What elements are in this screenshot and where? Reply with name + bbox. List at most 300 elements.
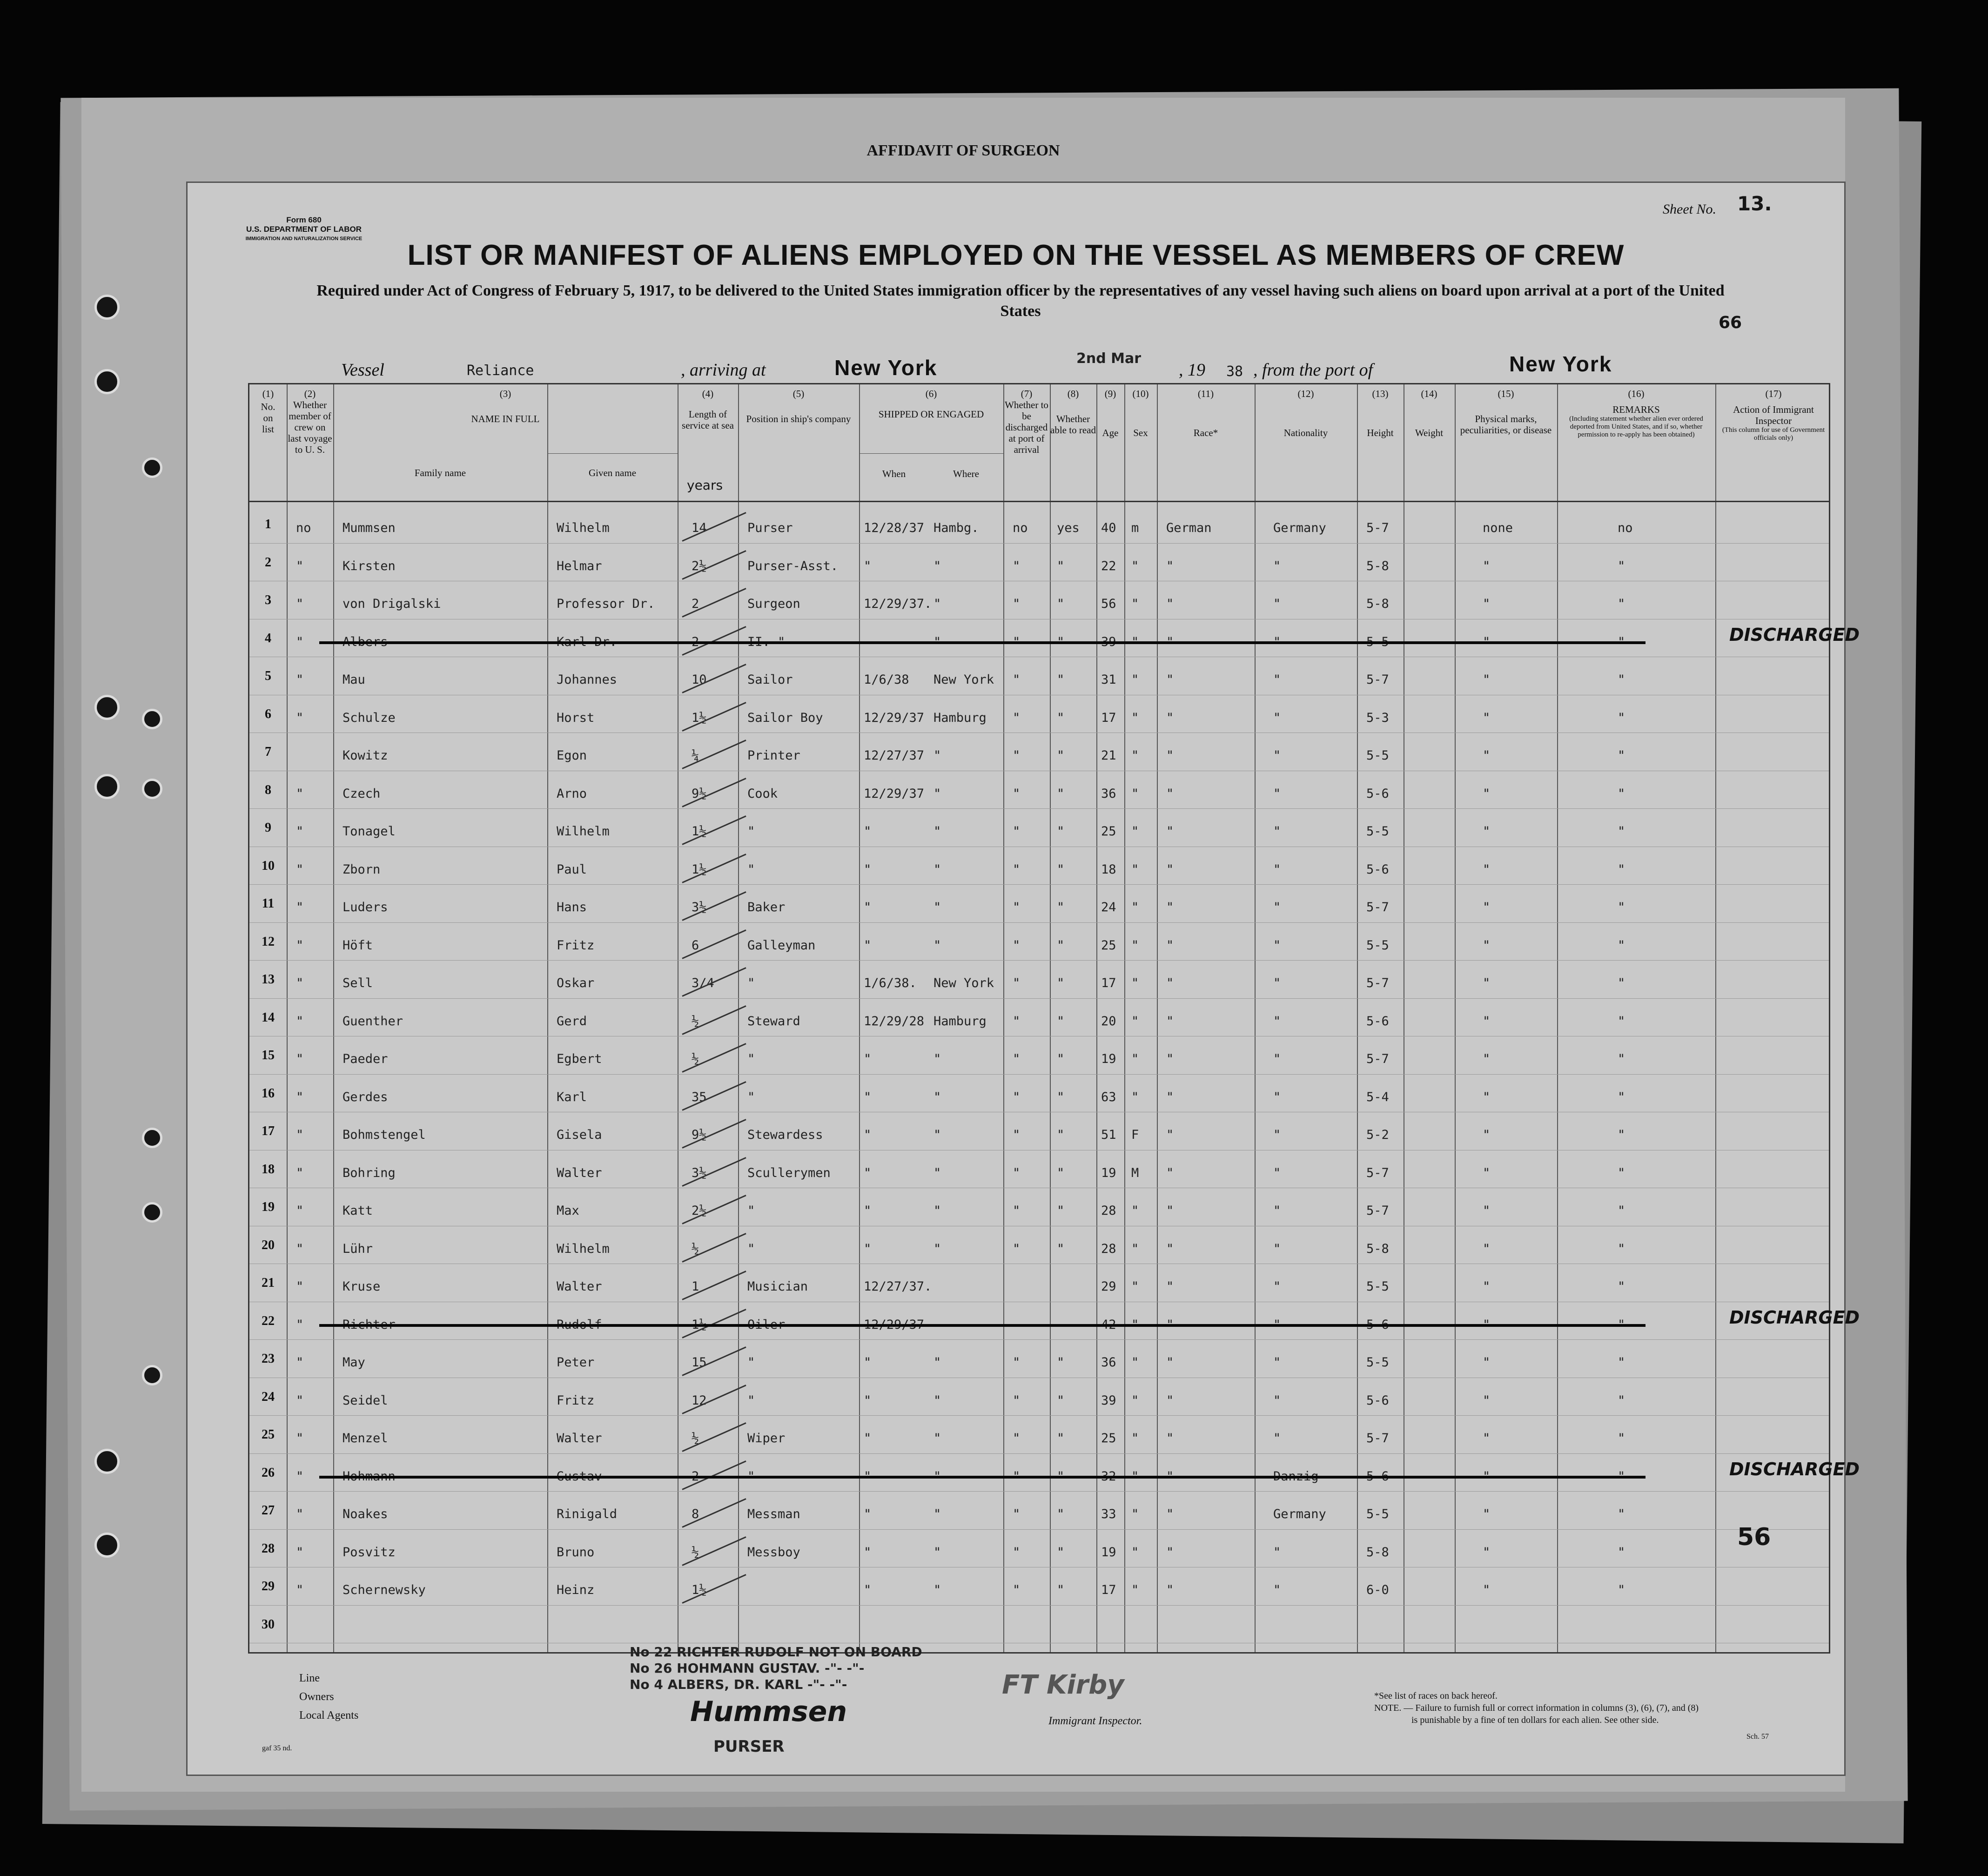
cell-family: Luders <box>343 900 388 914</box>
cell-position: Purser-Asst. <box>747 558 839 573</box>
cell-remarks: " <box>1618 938 1625 953</box>
cell-service: 6 <box>692 938 699 953</box>
cell-height: 5-5 <box>1366 1279 1389 1294</box>
punch-hole <box>94 774 120 799</box>
cell-age: 22 <box>1101 558 1116 573</box>
cell-race: " <box>1166 1052 1174 1066</box>
cell-when: 1/6/38 <box>864 672 909 687</box>
row-number: 18 <box>262 1162 275 1177</box>
cell-where: Hambg. <box>934 521 979 535</box>
cell-sex: " <box>1131 1393 1139 1408</box>
cell-marks: " <box>1483 1431 1491 1446</box>
cell-race: " <box>1166 938 1174 953</box>
cell-family: Menzel <box>343 1431 388 1446</box>
cell-height: 5-7 <box>1366 1052 1389 1066</box>
cell-prev: " <box>296 1393 304 1408</box>
cell-position: " <box>747 824 755 839</box>
cell-age: 36 <box>1101 1355 1116 1370</box>
cell-prev: no <box>296 521 311 535</box>
cell-service: ½ <box>692 1052 699 1066</box>
cell-read: " <box>1057 1089 1065 1104</box>
cell-read: " <box>1057 748 1065 763</box>
cell-discharged: " <box>1013 786 1021 801</box>
cell-sex: " <box>1131 900 1139 914</box>
row-number: 14 <box>262 1010 275 1025</box>
cell-height: 5-5 <box>1366 1507 1389 1521</box>
cell-prev: " <box>296 1583 304 1597</box>
cell-given: Egon <box>557 748 587 763</box>
cell-given: Wilhelm <box>557 824 610 839</box>
cell-service: 12 <box>692 1393 707 1408</box>
cell-remarks: " <box>1618 1279 1625 1294</box>
cell-marks: " <box>1483 597 1491 611</box>
cell-race: " <box>1166 1507 1174 1521</box>
cell-family: Kirsten <box>343 558 396 573</box>
purser-signature: Hummsen <box>690 1695 847 1728</box>
cell-read: " <box>1057 1204 1065 1218</box>
cell-read: " <box>1057 710 1065 725</box>
cell-sex: M <box>1131 1165 1139 1180</box>
cell-discharged: " <box>1013 1355 1021 1370</box>
strike-through-line <box>319 1476 1645 1479</box>
cell-family: Höft <box>343 938 373 953</box>
cell-height: 5-8 <box>1366 597 1389 611</box>
table-row-rule <box>249 808 1829 809</box>
note-line-2: No 26 HOHMANN GUSTAV. -"- -"- <box>630 1661 865 1676</box>
cell-age: 36 <box>1101 786 1116 801</box>
cell-height: 5-6 <box>1366 1393 1389 1408</box>
col3-header: (3) NAME IN FULL <box>471 388 540 424</box>
col17-header: (17) Action of Immigrant Inspector (This column for use of Government officials only) <box>1722 388 1825 442</box>
cell-prev: " <box>296 634 304 649</box>
cell-prev: " <box>296 938 304 953</box>
cell-marks: " <box>1483 1052 1491 1066</box>
cell-height: 5-8 <box>1366 558 1389 573</box>
cell-service: 2 <box>692 597 699 611</box>
cell-where: " <box>934 862 941 877</box>
cell-family: Guenther <box>343 1014 403 1029</box>
row-number: 22 <box>262 1313 275 1328</box>
cell-nationality: Germany <box>1273 1507 1326 1521</box>
cell-service: 1½ <box>692 1583 707 1597</box>
cell-when: " <box>864 1545 872 1560</box>
cell-family: Zborn <box>343 862 381 877</box>
row-number: 26 <box>262 1465 275 1480</box>
cell-nationality: " <box>1273 710 1281 725</box>
cell-family: Mau <box>343 672 365 687</box>
cell-marks: " <box>1483 1545 1491 1560</box>
races-note: *See list of races on back hereof. <box>1374 1691 1498 1701</box>
cell-given: Karl <box>557 1089 587 1104</box>
cell-read: " <box>1057 1507 1065 1521</box>
cell-where: " <box>934 1128 941 1142</box>
cell-prev: " <box>296 1052 304 1066</box>
cell-read: " <box>1057 597 1065 611</box>
cell-prev: " <box>296 672 304 687</box>
cell-remarks: " <box>1618 1241 1625 1256</box>
cell-marks: " <box>1483 710 1491 725</box>
cell-discharged: " <box>1013 1545 1021 1560</box>
cell-remarks: no <box>1618 521 1633 535</box>
cell-when: " <box>864 900 872 914</box>
punch-hole <box>94 695 120 720</box>
cell-discharged: " <box>1013 900 1021 914</box>
cell-prev: " <box>296 1279 304 1294</box>
cell-given: Arno <box>557 786 587 801</box>
cell-family: Lühr <box>343 1241 373 1256</box>
row-number: 27 <box>262 1503 275 1518</box>
cell-family: Paeder <box>343 1052 388 1066</box>
cell-marks: " <box>1483 1165 1491 1180</box>
cell-race: " <box>1166 1089 1174 1104</box>
cell-sex: " <box>1131 786 1139 801</box>
cell-service: 8 <box>692 1507 699 1521</box>
cell-height: 5-3 <box>1366 710 1389 725</box>
cell-prev: " <box>296 1317 304 1332</box>
cell-nationality: " <box>1273 976 1281 990</box>
cell-race: " <box>1166 1393 1174 1408</box>
cell-nationality: " <box>1273 748 1281 763</box>
cell-remarks: " <box>1618 976 1625 990</box>
cell-discharged: " <box>1013 1052 1021 1066</box>
stamp-number: 66 <box>1719 313 1742 332</box>
table-row-rule <box>249 960 1829 961</box>
cell-nationality: " <box>1273 1393 1281 1408</box>
cell-given: Professor Dr. <box>557 597 655 611</box>
row-number: 15 <box>262 1048 275 1062</box>
cell-read: " <box>1057 1014 1065 1029</box>
discharged-note: DISCHARGED <box>1729 1307 1860 1328</box>
cell-family: Bohring <box>343 1165 396 1180</box>
sheet-no-label: Sheet No. <box>1663 202 1716 217</box>
cell-nationality: " <box>1273 1279 1281 1294</box>
col3b-header: Given name <box>588 467 637 478</box>
cell-family: Noakes <box>343 1507 388 1521</box>
cell-marks: " <box>1483 1393 1491 1408</box>
cell-service: 15 <box>692 1355 707 1370</box>
cell-when: 12/28/37 <box>864 521 925 535</box>
cell-service: 2½ <box>692 558 707 573</box>
cell-family: Posvitz <box>343 1545 396 1560</box>
cell-family: Bohmstengel <box>343 1128 426 1142</box>
table-row-rule <box>249 543 1829 544</box>
immigrant-inspector-label: Immigrant Inspector. <box>1048 1715 1142 1727</box>
col12-header: (12) Nationality <box>1283 388 1328 438</box>
cell-nationality: " <box>1273 1014 1281 1029</box>
year-prefix: , 19 <box>1179 360 1205 380</box>
cell-nationality: " <box>1273 1128 1281 1142</box>
cell-remarks: " <box>1618 558 1625 573</box>
cell-where: " <box>934 1355 941 1370</box>
col6-header: (6) SHIPPED OR ENGAGED <box>878 388 984 420</box>
cell-given: Horst <box>557 710 595 725</box>
cell-when: 1/6/38. <box>864 976 917 990</box>
cell-remarks: " <box>1618 748 1625 763</box>
row-number: 13 <box>262 972 275 987</box>
cell-sex: " <box>1131 1014 1139 1029</box>
cell-service: 3½ <box>692 900 707 914</box>
sheet-no-value: 13. <box>1737 192 1772 215</box>
row-number: 11 <box>262 896 275 911</box>
row-number: 16 <box>262 1086 275 1101</box>
cell-read: yes <box>1057 521 1080 535</box>
cell-age: 28 <box>1101 1204 1116 1218</box>
cell-height: 5-2 <box>1366 1128 1389 1142</box>
cell-when: " <box>864 1393 872 1408</box>
cell-race: " <box>1166 710 1174 725</box>
cell-prev: " <box>296 862 304 877</box>
cell-service: 1½ <box>692 710 707 725</box>
cell-race: " <box>1166 786 1174 801</box>
cell-prev: " <box>296 1431 304 1446</box>
cell-prev: " <box>296 1089 304 1104</box>
cell-read: " <box>1057 938 1065 953</box>
form-number: Form 680 <box>286 215 322 224</box>
cell-nationality: " <box>1273 1545 1281 1560</box>
col7-header: (7) Whether to be discharged at port of arrival <box>1005 388 1048 455</box>
cell-race: " <box>1166 1204 1174 1218</box>
cell-nationality: " <box>1273 824 1281 839</box>
cell-discharged: " <box>1013 1089 1021 1104</box>
col6a-header: When <box>882 468 906 479</box>
row-number: 29 <box>262 1579 275 1594</box>
cell-service: ½ <box>692 1545 699 1560</box>
cell-age: 19 <box>1101 1545 1116 1560</box>
cell-marks: " <box>1483 824 1491 839</box>
cell-remarks: " <box>1618 1583 1625 1597</box>
cell-race: " <box>1166 976 1174 990</box>
cell-marks: " <box>1483 1507 1491 1521</box>
cell-when: 12/29/37 <box>864 710 925 725</box>
row-number: 21 <box>262 1276 275 1290</box>
cell-sex: " <box>1131 1052 1139 1066</box>
cell-given: Walter <box>557 1431 602 1446</box>
cell-race: " <box>1166 1279 1174 1294</box>
col4-header: (4) Length of service at sea <box>682 388 734 431</box>
col6b-header: Where <box>953 468 979 479</box>
cell-family: von Drigalski <box>343 597 441 611</box>
cell-marks: " <box>1483 1089 1491 1104</box>
cell-read: " <box>1057 1165 1065 1180</box>
cell-race: " <box>1166 672 1174 687</box>
cell-discharged: " <box>1013 1393 1021 1408</box>
manifest-title: LIST OR MANIFEST OF ALIENS EMPLOYED ON THE VESSEL AS MEMBERS OF CREW <box>407 239 1625 271</box>
cell-age: 21 <box>1101 748 1116 763</box>
cell-prev: " <box>296 1241 304 1256</box>
cell-marks: " <box>1483 558 1491 573</box>
cell-sex: " <box>1131 1507 1139 1521</box>
cell-when: " <box>864 1128 872 1142</box>
arriving-label: , arriving at <box>681 360 766 380</box>
cell-race: " <box>1166 1355 1174 1370</box>
cell-marks: " <box>1483 1583 1491 1597</box>
col9-header: (9) Age <box>1102 388 1119 438</box>
cell-where: " <box>934 1583 941 1597</box>
cell-race: " <box>1166 1128 1174 1142</box>
cell-race: " <box>1166 1545 1174 1560</box>
penalty-note-2: is punishable by a fine of ten dollars for each alien. See other side. <box>1411 1715 1659 1725</box>
cell-height: 5-5 <box>1366 1355 1389 1370</box>
cell-marks: " <box>1483 1014 1491 1029</box>
cell-height: 5-7 <box>1366 900 1389 914</box>
cell-discharged: " <box>1013 1014 1021 1029</box>
cell-remarks: " <box>1618 1014 1625 1029</box>
col8-header: (8) Whether able to read <box>1050 388 1096 436</box>
cell-when: " <box>864 1355 872 1370</box>
cell-age: 19 <box>1101 1165 1116 1180</box>
cell-sex: " <box>1131 748 1139 763</box>
vessel-label: Vessel <box>341 360 384 380</box>
table-row-rule <box>249 884 1829 885</box>
note-line-1: No 22 RICHTER RUDOLF NOT ON BOARD <box>630 1644 922 1660</box>
cell-read: " <box>1057 558 1065 573</box>
cell-prev: " <box>296 1507 304 1521</box>
punch-hole <box>142 709 162 729</box>
cell-read: " <box>1057 1393 1065 1408</box>
cell-service: 3½ <box>692 1165 707 1180</box>
cell-height: 5-7 <box>1366 1431 1389 1446</box>
cell-read: " <box>1057 862 1065 877</box>
arrival-port: New York <box>834 356 938 380</box>
cell-discharged: " <box>1013 748 1021 763</box>
col4-unit: years <box>687 477 723 493</box>
cell-remarks: " <box>1618 710 1625 725</box>
row-number: 28 <box>262 1541 275 1556</box>
cell-service: 1 <box>692 1279 699 1294</box>
cell-service: 1½ <box>692 824 707 839</box>
cell-sex: " <box>1131 597 1139 611</box>
cell-prev: " <box>296 786 304 801</box>
row-number: 23 <box>262 1352 275 1366</box>
cell-where: " <box>934 1204 941 1218</box>
cell-sex: " <box>1131 1089 1139 1104</box>
cell-remarks: " <box>1618 1052 1625 1066</box>
cell-given: Walter <box>557 1165 602 1180</box>
cell-given: Wilhelm <box>557 521 610 535</box>
cell-discharged: " <box>1013 672 1021 687</box>
cell-service: 9½ <box>692 786 707 801</box>
cell-height: 5-7 <box>1366 1204 1389 1218</box>
cell-family: Czech <box>343 786 381 801</box>
cell-service: 3/4 <box>692 976 714 990</box>
row-number: 24 <box>262 1389 275 1404</box>
cell-where: " <box>934 597 941 611</box>
cell-prev: " <box>296 900 304 914</box>
cell-where: " <box>934 1089 941 1104</box>
cell-sex: " <box>1131 1583 1139 1597</box>
cell-marks: " <box>1483 900 1491 914</box>
row-number: 9 <box>265 820 271 835</box>
cell-prev: " <box>296 1545 304 1560</box>
col13-header: (13) Height <box>1367 388 1394 438</box>
row-number: 12 <box>262 934 275 949</box>
cell-read: " <box>1057 1128 1065 1142</box>
col16-header: (16) REMARKS (Including statement whether alien ever ordered deported from United States, and if so, whether permission to re-apply has been obtained) <box>1569 388 1703 438</box>
cell-remarks: " <box>1618 1431 1625 1446</box>
cell-age: 51 <box>1101 1128 1116 1142</box>
cell-read: " <box>1057 1241 1065 1256</box>
department-name: U.S. DEPARTMENT OF LABOR <box>246 225 362 234</box>
cell-service: ½ <box>692 1431 699 1446</box>
cell-marks: " <box>1483 1279 1491 1294</box>
cell-when: 12/27/37 <box>864 748 925 763</box>
cell-where: " <box>934 824 941 839</box>
cell-position: Surgeon <box>747 597 800 611</box>
cell-remarks: " <box>1618 1165 1625 1180</box>
cell-family: Seidel <box>343 1393 388 1408</box>
cell-nationality: " <box>1273 786 1281 801</box>
owners-label: Owners <box>299 1691 334 1703</box>
inspector-mark: 56 <box>1737 1523 1771 1551</box>
arrival-year: 38 <box>1226 363 1243 380</box>
cell-when: " <box>864 1431 872 1446</box>
cell-remarks: " <box>1618 824 1625 839</box>
row-number: 20 <box>262 1237 275 1252</box>
cell-sex: m <box>1131 521 1139 535</box>
cell-given: Fritz <box>557 938 595 953</box>
cell-age: 39 <box>1101 1393 1116 1408</box>
cell-discharged: " <box>1013 597 1021 611</box>
cell-when: 12/27/37. <box>864 1279 932 1294</box>
cell-position: Baker <box>747 900 786 914</box>
cell-read: " <box>1057 1545 1065 1560</box>
cell-age: 25 <box>1101 1431 1116 1446</box>
cell-age: 29 <box>1101 1279 1116 1294</box>
cell-discharged: " <box>1013 558 1021 573</box>
cell-sex: " <box>1131 1431 1139 1446</box>
cell-where: " <box>934 1165 941 1180</box>
cell-family: Katt <box>343 1204 373 1218</box>
table-row-rule <box>249 1339 1829 1340</box>
cell-age: 17 <box>1101 976 1116 990</box>
cell-nationality: " <box>1273 900 1281 914</box>
cell-prev: " <box>296 976 304 990</box>
col11-header: (11) Race* <box>1193 388 1218 438</box>
cell-nationality: " <box>1273 1241 1281 1256</box>
cell-given: Gerd <box>557 1014 587 1029</box>
cell-remarks: " <box>1618 786 1625 801</box>
cell-prev: " <box>296 1165 304 1180</box>
cell-when: " <box>864 1204 872 1218</box>
cell-height: 5-8 <box>1366 1545 1389 1560</box>
row-number: 5 <box>265 669 271 683</box>
row-number: 30 <box>262 1617 275 1632</box>
cell-nationality: " <box>1273 1165 1281 1180</box>
cell-marks: " <box>1483 1204 1491 1218</box>
cell-position: Stewardess <box>747 1128 823 1142</box>
cell-discharged: " <box>1013 1507 1021 1521</box>
cell-sex: " <box>1131 862 1139 877</box>
cell-age: 31 <box>1101 672 1116 687</box>
inspector-signature: FT Kirby <box>1002 1670 1124 1700</box>
table-row-rule <box>249 1453 1829 1454</box>
row-number: 25 <box>262 1427 275 1442</box>
cell-where: New York <box>934 976 994 990</box>
col2-header: (2) Whether member of crew on last voyage to U. S. <box>288 388 332 455</box>
cell-sex: " <box>1131 824 1139 839</box>
cell-marks: none <box>1483 521 1513 535</box>
cell-position: " <box>747 1355 755 1370</box>
cell-height: 5-7 <box>1366 521 1389 535</box>
cell-position: Sailor Boy <box>747 710 823 725</box>
cell-service: 14 <box>692 521 707 535</box>
arrival-date: 2nd Mar <box>1076 350 1142 367</box>
cell-family: Schernewsky <box>343 1583 426 1597</box>
cell-service: 9½ <box>692 1128 707 1142</box>
cell-nationality: " <box>1273 597 1281 611</box>
cell-age: 19 <box>1101 1052 1116 1066</box>
cell-position: Purser <box>747 521 793 535</box>
